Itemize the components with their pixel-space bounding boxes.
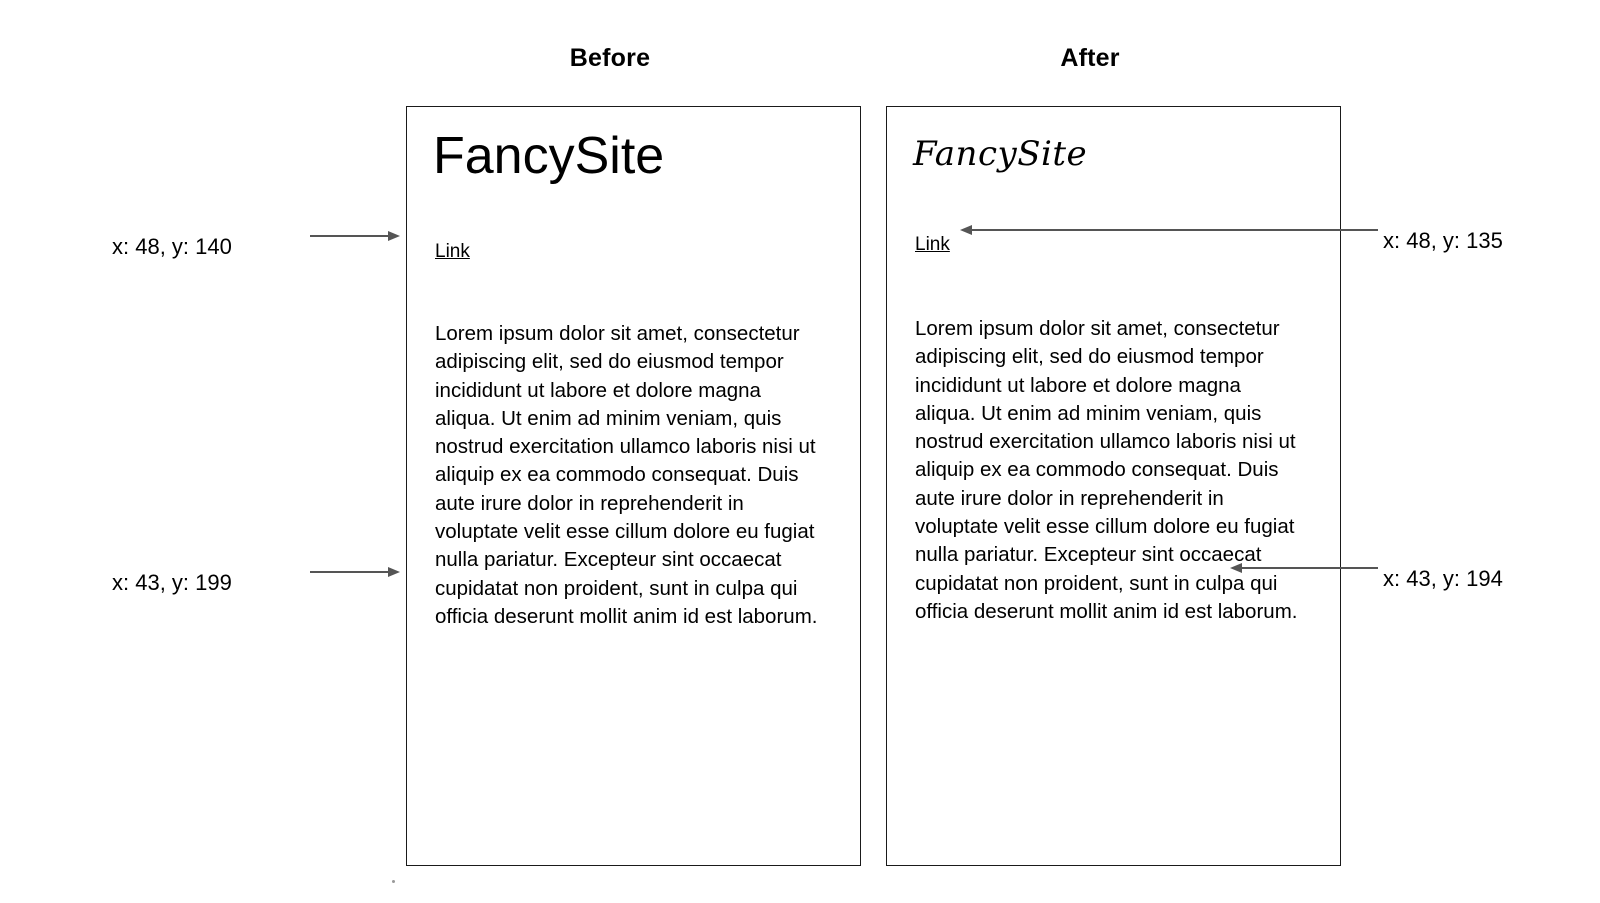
after-page-frame: [886, 106, 1341, 866]
annotation-before-paragraph-coords: x: 43, y: 199: [112, 570, 232, 595]
column-heading-after: After: [1060, 44, 1120, 72]
before-link[interactable]: Link: [435, 241, 470, 262]
decorative-dot: [392, 880, 395, 883]
after-paragraph: Lorem ipsum dolor sit amet, consectetur adipiscing elit, sed do eiusmod tempor incididunt ut labore et dolore magna aliqua. Ut enim ad minim veniam, quis nostrud exercitation ullamco laboris nisi ut aliquip ex ea commodo consequat. Duis aute irure dolor in reprehenderit in voluptate velit esse cillum dolore eu fugiat nulla pariatur. Excepteur sint occaecat cupidatat non proident, sunt in culpa qui officia deserunt mollit anim id est laborum.: [915, 317, 1298, 623]
arrow-left-icon: [960, 222, 1378, 238]
before-paragraph: Lorem ipsum dolor sit amet, consectetur adipiscing elit, sed do eiusmod tempor incididunt ut labore et dolore magna aliqua. Ut enim ad minim veniam, quis nostrud exercitation ullamco laboris nisi ut aliquip ex ea commodo consequat. Duis aute irure dolor in reprehenderit in voluptate velit esse cillum dolore eu fugiat nulla pariatur. Excepteur sint occaecat cupidatat non proident, sunt in culpa qui officia deserunt mollit anim id est laborum.: [435, 322, 818, 628]
before-site-title: FancySite: [433, 127, 665, 185]
annotation-after-paragraph-coords: x: 43, y: 194: [1383, 566, 1503, 591]
after-link[interactable]: Link: [915, 234, 950, 255]
arrow-left-icon: [1230, 560, 1378, 576]
column-heading-before: Before: [569, 44, 651, 72]
arrow-right-icon: [310, 228, 400, 244]
before-page-frame: [406, 106, 861, 866]
annotation-before-link-coords: x: 48, y: 140: [112, 234, 232, 259]
arrow-right-icon: [310, 564, 400, 580]
after-site-title: FancySite: [913, 134, 1088, 174]
annotation-after-link-coords: x: 48, y: 135: [1383, 228, 1503, 253]
